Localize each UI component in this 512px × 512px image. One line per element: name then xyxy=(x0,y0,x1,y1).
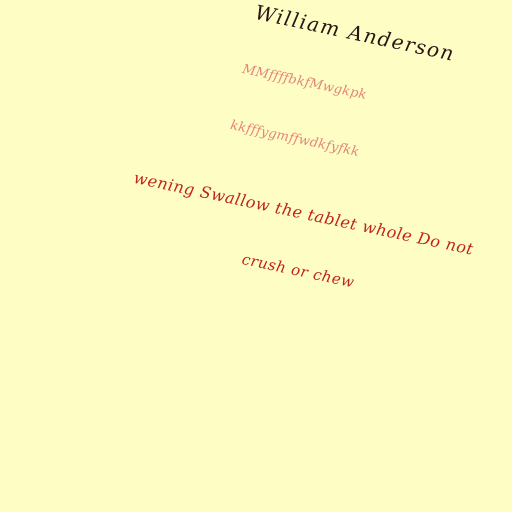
signature-text: William Anderson xyxy=(253,0,458,66)
faint-scribble-line-2: kkfffygmffwdkfyfkk xyxy=(228,118,361,161)
instruction-line-1: wening Swallow the tablet whole Do not xyxy=(132,168,476,259)
instruction-line-2: crush or chew xyxy=(240,250,357,292)
faint-scribble-line-1: MMffffbkfMwgkpk xyxy=(240,62,368,104)
